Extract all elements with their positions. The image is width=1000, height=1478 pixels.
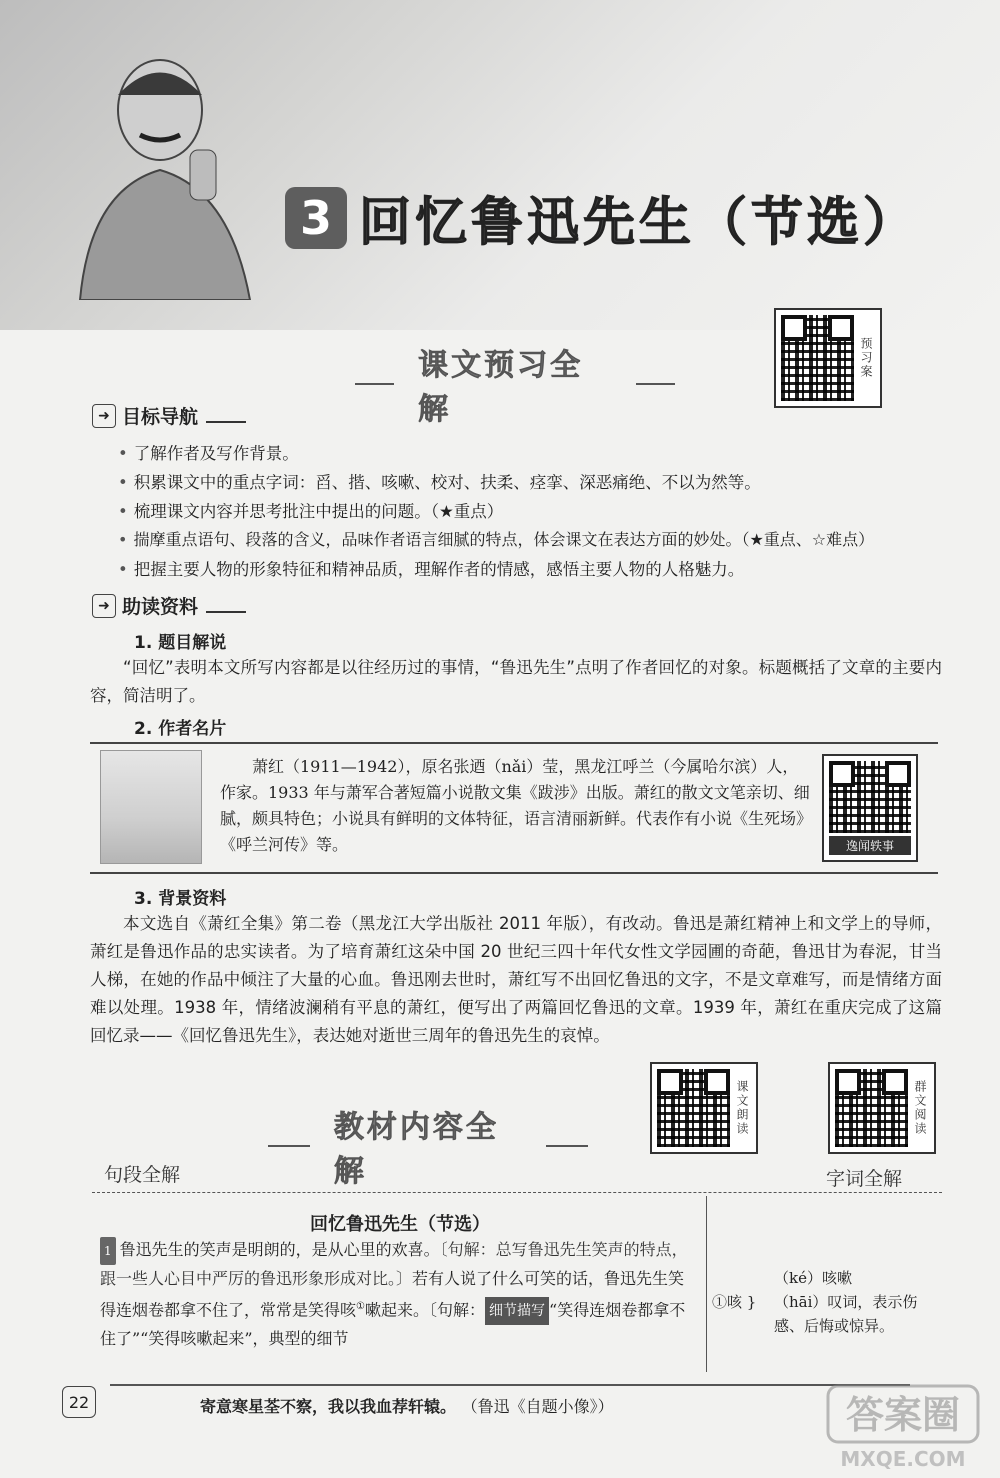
goal-item: • 积累课文中的重点字词：舀、揩、咳嗽、校对、扶柔、痉挛、深恶痛绝、不以为然等。: [118, 469, 761, 493]
background-heading: 3. 背景资料: [134, 889, 227, 909]
qr-preview-label: 预习案: [859, 337, 873, 379]
annotation: “笑得连烟卷都拿不住了”“笑得咳嗽起来”，典型的细节: [100, 1300, 686, 1349]
goal-item: • 把握主要人物的形象特征和精神品质，理解作者的情感，感悟主要人物的人格魅力。: [118, 556, 744, 580]
word-note-char: 咳: [727, 1293, 743, 1311]
qr-code-icon: [829, 761, 911, 833]
qr-reading-aloud[interactable]: [650, 1062, 758, 1154]
column-divider: [706, 1196, 707, 1372]
qr-anecdotes-label: 逸闻轶事: [829, 836, 911, 855]
reading-aid-heading-label: 助读资料: [122, 596, 199, 618]
arrow-icon: ➜: [92, 594, 116, 618]
reading-title: 回忆鲁迅先生（节选）: [310, 1214, 490, 1235]
watermark-logo: [826, 1382, 986, 1472]
arrow-icon: ➜: [92, 404, 116, 428]
sentence-analysis-tag: 句段全解: [104, 1164, 181, 1186]
text-line: 若有人说了什么可笑的话，鲁迅先生笑得连烟卷都拿不住了，常常是笑得咳: [100, 1269, 685, 1320]
footer-quote-text: 寄意寒星荃不察，我以我血荐轩辕。: [200, 1397, 457, 1416]
detail-tag: 细节描写: [485, 1297, 549, 1325]
annotation: 〔句解：总写鲁迅先生笑声的特点，跟一些人心目中严厉的鲁迅形象形成对比。〕: [100, 1240, 688, 1288]
annotation-head: 〔句解：: [429, 1300, 486, 1320]
svg-text:MXQE.COM: MXQE.COM: [840, 1447, 966, 1471]
background-text: 本文选自《萧红全集》第二卷（黑龙江大学出版社 2011 年版），有改动。鲁迅是萧红精神上和文学上的导师，萧红是鲁迅作品的忠实读者。为了培育萧红这朵中国 20 世纪三四十年代女性文学园圃的奇葩，鲁迅甘为春泥，甘当人梯，在她的作品中倾注了大量的心血。鲁迅刚去世时，萧红写不出回忆鲁迅的文字，不是文章难写，而是情绪方面难以处理。1938 年，情绪波澜稍有平息的萧红，便写出了两篇回忆鲁迅的文章。1939 年，萧红在重庆完成了这篇回忆录——《回忆鲁迅先生》，表达她对逝世三周年的鲁迅先生的哀悼。: [90, 914, 942, 1045]
word-note: ①咳 } （ké）咳嗽 （hāi）叹词，表示伤感、后悔或惊异。: [712, 1266, 932, 1338]
page-number: 22: [62, 1386, 96, 1418]
goal-item: • 梳理课文内容并思考批注中提出的问题。（★重点）: [118, 498, 503, 522]
qr-reading-aloud-label: 课文朗读: [735, 1080, 749, 1136]
text-line: 嗽起来。: [364, 1300, 429, 1320]
word-note-reading2: （hāi）叹词，表示伤感、后悔或惊异。: [774, 1293, 918, 1335]
word-note-index: ①: [712, 1293, 728, 1311]
qr-code-icon: [835, 1069, 908, 1147]
section-preview-title: 课文预习全解: [418, 348, 584, 427]
word-note-reading1: （ké）咳嗽: [774, 1269, 852, 1287]
author-card-text: 萧红（1911—1942），原名张迺（nǎi）莹，黑龙江呼兰（今属哈尔滨）人，作家。1933 年与萧军合著短篇小说散文集《跋涉》出版。萧红的散文文笔亲切、细腻，颇具特色；小说具有鲜明的文体特征，语言清丽新鲜。代表作有小说《生死场》《呼兰河传》等。: [220, 757, 810, 854]
goal-item: • 揣摩重点语句、段落的含义，品味作者语言细腻的特点，体会课文在表达方面的妙处。（★重点、☆难点）: [118, 527, 874, 550]
section-preview-banner: [355, 340, 675, 428]
divider: [92, 1192, 942, 1193]
qr-anecdotes[interactable]: [822, 754, 918, 862]
reading-text: [100, 1236, 700, 1353]
reading-aid-heading: [92, 592, 246, 619]
qr-group-reading[interactable]: [828, 1062, 936, 1154]
footer-quote-source: （鲁迅《自题小像》）: [461, 1397, 614, 1416]
qr-group-reading-label: 群文阅读: [913, 1080, 927, 1136]
paragraph-mark: 1: [100, 1237, 116, 1265]
section-content-banner: [268, 1102, 588, 1190]
svg-text:答案圈: 答案圈: [845, 1393, 961, 1437]
word-analysis-tag: 字词全解: [826, 1168, 903, 1190]
footnote-mark: ①: [356, 1301, 365, 1312]
lesson-title: 回忆鲁迅先生（节选）: [359, 193, 920, 253]
goals-heading: [92, 402, 246, 429]
author-card-heading: 2. 作者名片: [134, 719, 227, 739]
goal-item: • 了解作者及写作背景。: [118, 440, 299, 464]
title-explanation-heading: 1. 题目解说: [134, 633, 227, 653]
author-photo: [100, 750, 202, 864]
author-portrait-sketch: [20, 40, 280, 300]
footer-line: [110, 1384, 910, 1386]
lesson-number-badge: 3: [285, 187, 347, 249]
title-explanation-text: “回忆”表明本文所写内容都是以往经历过的事情，“鲁迅先生”点明了作者回忆的对象。标题概括了文章的主要内容，简洁明了。: [90, 658, 942, 705]
qr-code-icon: [781, 315, 854, 401]
lesson-title-block: [285, 180, 919, 255]
qr-code-icon: [657, 1069, 730, 1147]
footer-quote: [200, 1394, 614, 1417]
section-content-title: 教材内容全解: [333, 1110, 499, 1189]
qr-preview[interactable]: [774, 308, 882, 408]
text-line: 鲁迅先生的笑声是明朗的，是从心里的欢喜。: [119, 1240, 440, 1259]
goals-heading-label: 目标导航: [122, 406, 199, 428]
